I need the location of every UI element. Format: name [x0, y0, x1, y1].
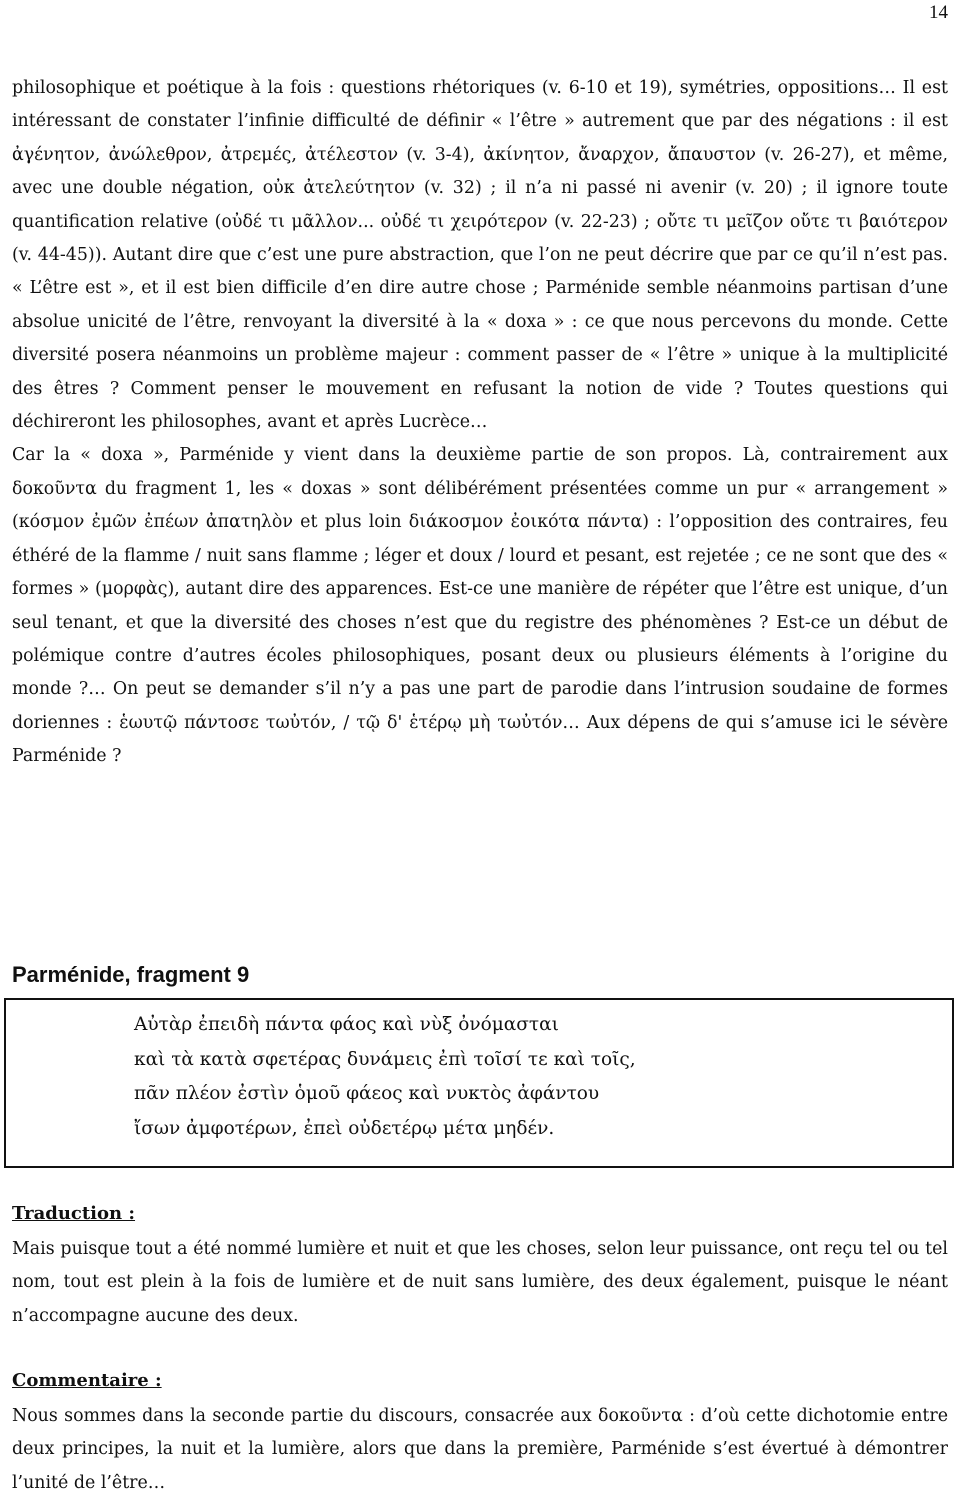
paragraph-unity-of-being: philosophique et poétique à la fois : questions rhétoriques (v. 6-10 et 19), symétries, oppositions… Il est intéressant de constater l’infinie difficulté de définir « l’être » autrement que par des négations : il est ἀγένητον, ἀνώλεθρον, ἀτρεμές, ἀτέλεστον (v. 3-4), ἀκίνητον, ἄναρχον, ἄπαυστον (v. 26-27), et même, avec une double négation, οὐκ ἀτελεύτητον (v. 32) ; il n’a ni passé ni avenir (v. 20) ; il ignore toute quantification relative (οὐδέ τι μᾶλλον... οὐδέ τι χειρότερον (v. 22-23) ; οὔτε τι μεῖζον οὔτε τι βαιότερον (v. 44-45)). Autant dire que c’est une pure abstraction, que l’on ne peut décrire que par ce qu’il n’est pas. « L’être est », et il est bien difficile d’en dire autre chose ; Parménide semble néanmoins partisan d’une absolue unicité de l’être, renvoyant la diversité à la « doxa » : ce que nous percevons du monde. Cette diversité posera néanmoins un problème majeur : comment passer de « l’être » unique à la multiplicité des êtres ? Comment penser le mouvement en refusant la notion de vide ? Toutes questions qui déchireront les philosophes, avant et après Lucrèce…: [12, 78, 948, 433]
fragment-line: καὶ τὰ κατὰ σφετέρας δυνάμεις ἐπὶ τοῖσί τε καὶ τοῖς,: [134, 1048, 636, 1070]
traduction-heading: Traduction :: [12, 1203, 136, 1224]
fragment-line: Αὐτὰρ ἐπειδὴ πάντα φάος καὶ νὺξ ὀνόμασται: [134, 1014, 559, 1035]
fragment-heading: Parménide, fragment 9: [12, 962, 250, 987]
fragment-greek-text-box: [4, 998, 954, 1168]
traduction-text: Mais puisque tout a été nommé lumière et nuit et que les choses, selon leur puissance, ont reçu tel ou tel nom, tout est plein à la fois de lumière et de nuit sans lumière, des deux également, puisque le néant n’accompagne aucune des deux.: [12, 1239, 948, 1326]
paragraph-doxa: Car la « doxa », Parménide y vient dans la deuxième partie de son propos. Là, contrairement aux δοκοῦντα du fragment 1, les « doxas » sont délibérément présentées comme un pur « arrangement » (κόσμον ἐμῶν ἐπέων ἀπατηλὸν et plus loin διάκοσμον ἐοικότα πάντα) : l’opposition des contraires, feu éthéré de la flamme / nuit sans flamme ; léger et doux / lourd et pesant, est rejetée ; ce ne sont que des « formes » (μορφὰς), autant dire des apparences. Est-ce une manière de répéter que l’être est unique, d’un seul tenant, et que la diversité des choses n’est que du registre des phénomènes ? Est-ce un début de polémique contre d’autres écoles philosophiques, posant deux ou plusieurs éléments à l’origine du monde ?… On peut se demander s’il n’y a pas une part de parodie dans l’intrusion soudaine de formes doriennes : ἑωυτῷ πάντοσε τωὐτόν, / τῷ δ' ἑτέρῳ μὴ τωὐτόν… Aux dépens de qui s’amuse ici le sévère Parménide ?: [12, 445, 948, 767]
commentaire-text: Nous sommes dans la seconde partie du discours, consacrée aux δοκοῦντα : d’où cette dichotomie entre deux principes, la nuit et la lumière, alors que dans la première, Parménide s’est évertué à démontrer l’unité de l’être…: [12, 1406, 948, 1493]
main-text: [12, 72, 948, 774]
commentaire-heading: Commentaire :: [12, 1370, 162, 1391]
page-number: 14: [929, 2, 948, 23]
fragment-line: πᾶν πλέον ἐστὶν ὁμοῦ φάεος καὶ νυκτὸς ἀφάντου: [134, 1083, 600, 1104]
fragment-line: ἴσων ἀμφοτέρων, ἐπεὶ οὐδετέρῳ μέτα μηδέν.: [134, 1117, 555, 1139]
